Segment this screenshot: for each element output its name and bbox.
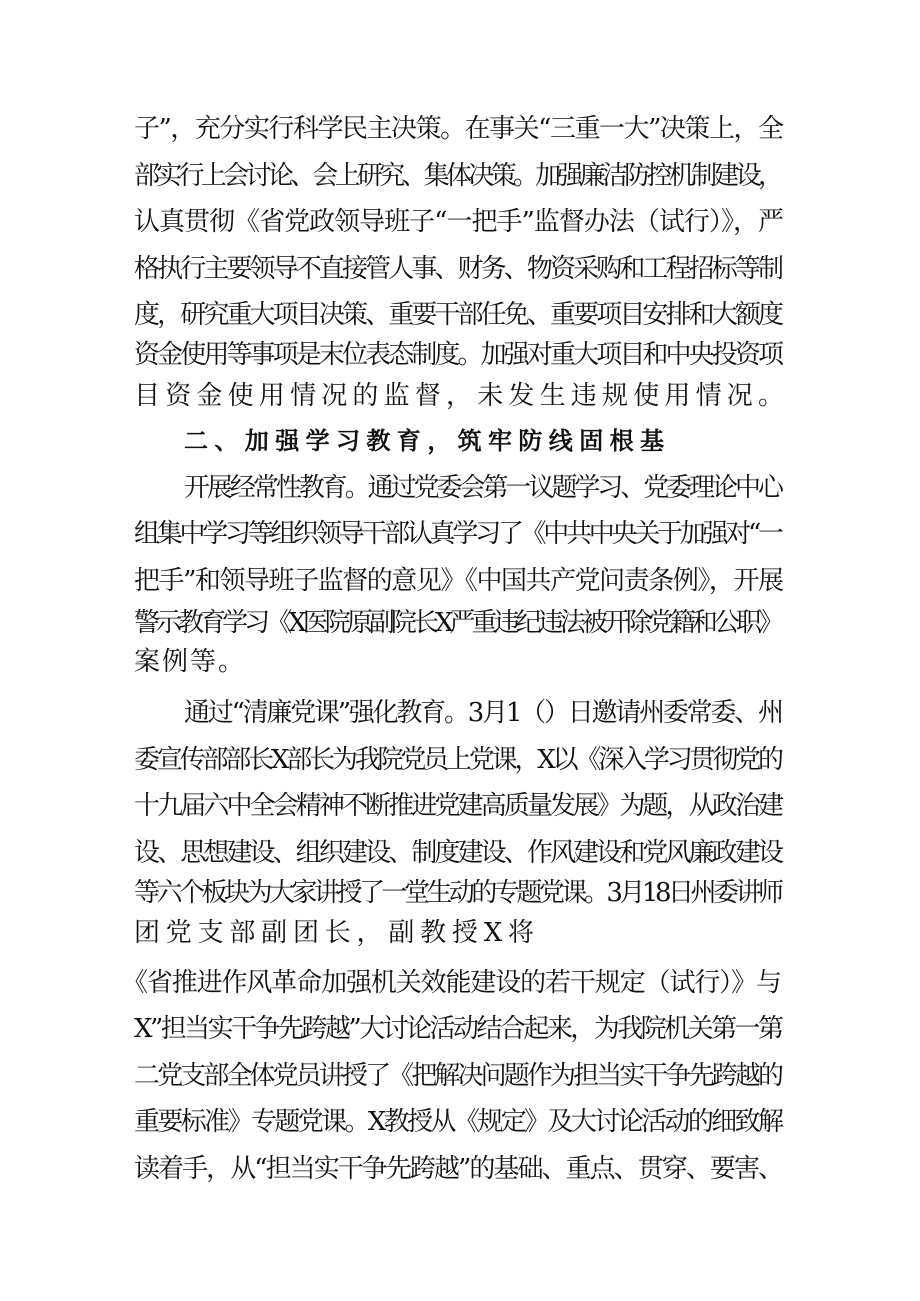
paragraph-4-line-1: 《省推进作风革命加强机关效能建设的若干规定（试行）》与 [122, 968, 781, 998]
paragraph-1-line-1: 子”，充分实行科学民主决策。在事关“三重一大”决策上，全 [134, 114, 783, 144]
paragraph-2-line-1: 开展经常性教育。通过党委会第一议题学习、党委理论中心 [184, 473, 781, 503]
paragraph-2-line-5: 案例等。 [134, 647, 247, 677]
paragraph-2-line-2: 组集中学习等组织领导干部认真学习了《中共中央关于加强对“一 [134, 519, 781, 549]
paragraph-3-line-5: 等六个板块为大家讲授了一堂生动的专题党课。3月18日州委讲师 [134, 878, 781, 908]
paragraph-1-line-2: 部实行上会讨论、会上研究、集体决策。加强廉洁防控机制建设， [134, 161, 781, 191]
paragraph-3-line-4: 设、思想建设、组织建设、制度建设、作风建设和党风廉政建设 [134, 838, 782, 868]
paragraph-2-line-4: 警示教育学习《X医院原副院长X严重违纪违法被开除党籍和公职》 [134, 608, 781, 638]
paragraph-1-line-7: 目资金使用情况的监督，未发生违规使用情况。 [134, 381, 790, 411]
paragraph-3-line-2: 委宣传部部长X部长为我院党员上党课，X以《深入学习贯彻党的 [134, 745, 781, 775]
paragraph-3-line-3: 十九届六中全会精神不断推进党建高质量发展》为题，从政治建 [134, 791, 782, 821]
paragraph-3-line-6: 团党支部副团长，副教授X将 [134, 918, 540, 948]
paragraph-4-line-2: X”担当实干争先跨越”大讨论活动结合起来，为我院机关第一第 [134, 1014, 782, 1044]
section-heading: 二、加强学习教育，筑牢防线固根基 [184, 427, 671, 455]
paragraph-4-line-3: 二党支部全体党员讲授了《把解决问题作为担当实干争先跨越的 [134, 1061, 782, 1091]
paragraph-1-line-4: 格执行主要领导不直接管人事、财务、物资采购和工程招标等制 [134, 254, 782, 284]
paragraph-1-line-6: 资金使用等事项是末位表态制度。加强对重大项目和中央投资项 [134, 340, 782, 370]
paragraph-3-line-1: 通过“清廉党课”强化教育。3月1（）日邀请州委常委、州 [184, 698, 782, 728]
paragraph-4-line-4: 重要标准》专题党课。X教授从《规定》及大讨论活动的细致解 [134, 1107, 782, 1137]
paragraph-4-line-5: 读着手，从“担当实干争先跨越”的基础、重点、贯穿、要害、 [134, 1154, 783, 1184]
paragraph-1-line-3: 认真贯彻《省党政领导班子“一把手”监督办法（试行）》，严 [134, 207, 784, 237]
paragraph-2-line-3: 把手”和领导班子监督的意见》《中国共产党问责条例》，开展 [134, 566, 783, 596]
paragraph-1-line-5: 度，研究重大项目决策、重要干部任免、重要项目安排和大额度 [134, 300, 782, 330]
